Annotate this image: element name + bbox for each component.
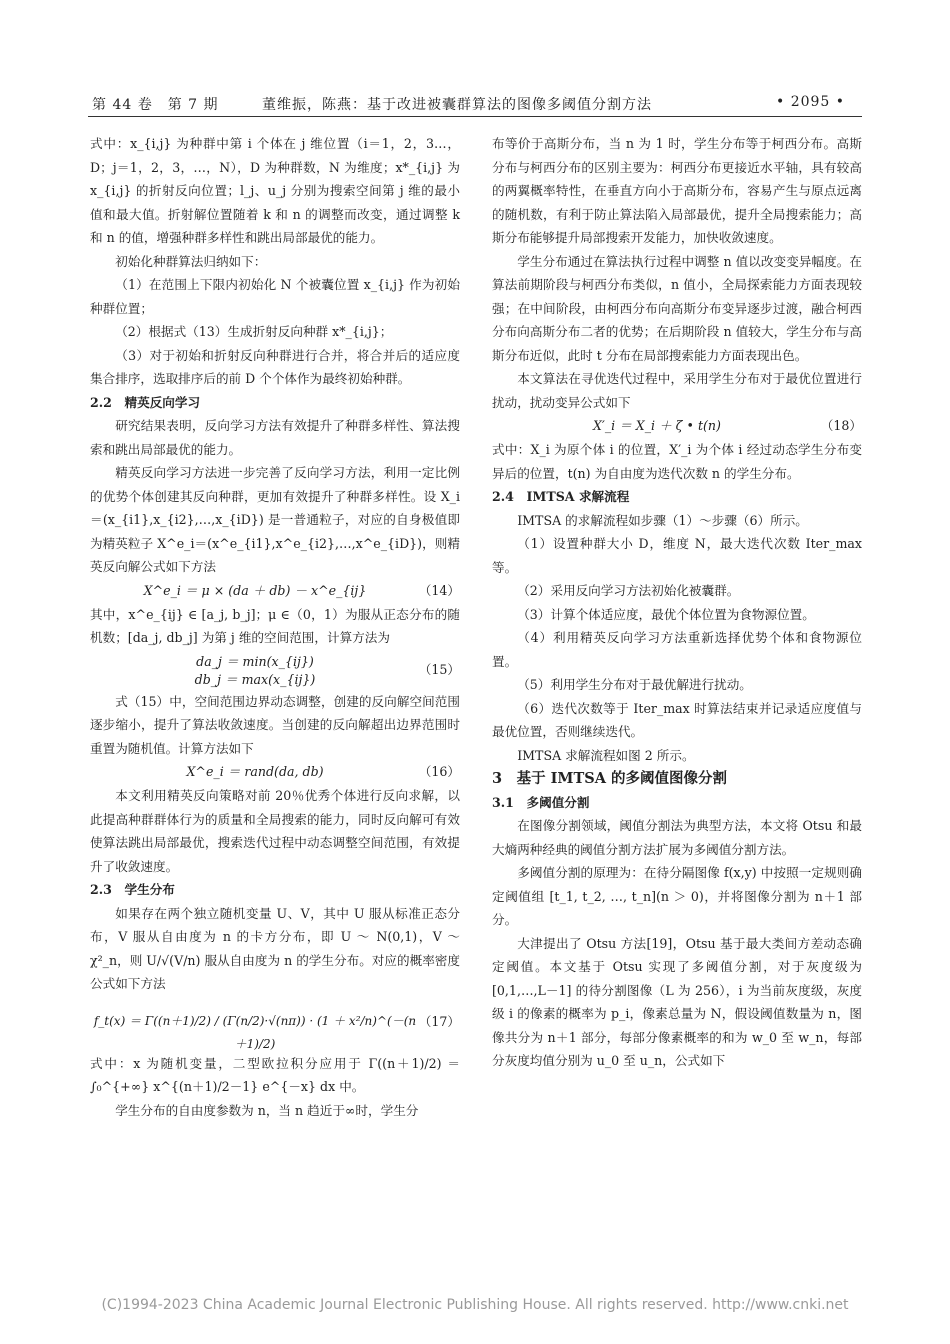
paragraph: 多阈值分割的原理为：在待分隔图像 f(x,y) 中按照一定规则确定阈值组 [t_1, t_2, …, t_n](n ＞ 0)，并将图像分割为 n＋1 部分。 xyxy=(492,865,862,927)
equation-number: （16） xyxy=(418,764,460,779)
equation-body: f_t(x) ＝ Γ((n＋1)/2) / (Γ(n/2)·√(nπ)) · (1 ＋ x²/n)^(－(n＋1)/2) xyxy=(93,1013,417,1051)
paragraph: 式（15）中，空间范围边界动态调整，创建的反向解空间范围逐步缩小，提升了算法收敛速度。当创建的反向解超出边界范围时重置为随机值。计算方法如下 xyxy=(90,693,460,756)
paragraph: 学生分布的自由度参数为 n，当 n 趋近于∞时，学生分 xyxy=(115,1102,419,1118)
header-rule xyxy=(88,116,862,117)
list-item: （3）计算个体适应度，最优个体位置为食物源位置。 xyxy=(517,606,815,622)
right-column xyxy=(492,132,862,1073)
paragraph: 精英反向学习方法进一步完善了反向学习方法，利用一定比例的优势个体创建其反向种群，更加有效提升了种群多样性。设 X_i＝(x_{i1},x_{i2},…,x_{iD}) 是一普通粒子，对应的自身极值即为精英粒子 X^e_i＝(x^e_{i1},x^e_{i2},…,x^e_{iD})，则精英反向解公式如下方法 xyxy=(90,465,460,574)
list-item: （1）在范围上下限内初始化 N 个被囊位置 x_{i,j} 作为初始种群位置； xyxy=(90,277,460,316)
paragraph: 式中：x_{i,j} 为种群中第 i 个体在 j 维位置（i＝1，2，3…，D；j＝1，2，3，…，N），D 为种群数，N 为维度；x*_{i,j} 为 x_{i,j} 的折射反向位置；l_j、u_j 分别为搜索空间第 j 维的最小值和最大值。折射解位置随着 k 和 n 的调整而改变，通过调整 k 和 n 的值，增强种群多样性和跳出局部最优的能力。 xyxy=(90,136,460,245)
list-item: （5）利用学生分布对于最优解进行扰动。 xyxy=(517,677,752,692)
paragraph: 式中：x 为随机变量，二型欧拉积分应用于 Γ((n＋1)/2) ＝ ∫₀^{+∞} x^{(n＋1)/2－1} e^{－x} dx 中。 xyxy=(90,1055,460,1094)
paragraph: 本文利用精英反向策略对前 20％优秀个体进行反向求解，以此提高种群群体行为的质量和全局搜索的能力，同时反向解可有效使算法跳出局部最优，搜索迭代过程中动态调整空间范围，有效提升了收敛速度。 xyxy=(90,788,460,874)
running-title: 董维振，陈燕：基于改进被囊群算法的图像多阈值分割方法 xyxy=(262,97,652,113)
section-heading-2-3: 2.3 学生分布 xyxy=(90,882,175,897)
equation-line: da_j ＝ min(x_{ij}) xyxy=(196,653,314,669)
equation-body: X^e_i ＝ rand(da, db) xyxy=(186,764,324,779)
list-item: （1）设置种群大小 D，维度 N，最大迭代次数 Iter_max 等。 xyxy=(492,536,862,575)
equation-body: X′_i ＝ X_i ＋ ζ • t(n) xyxy=(593,418,721,433)
paragraph: 大津提出了 Otsu 方法[19]，Otsu 基于最大类间方差动态确定阈值。本文基于 Otsu 实现了多阈值分割，对于灰度级为 [0,1,…,L－1] 的待分割图像（L 为 256），i 为当前灰度级，灰度级 i 的像素的概率为 p_i，像素总量为 N，假设阈值数量为 n，图像共分为 n＋1 部分，每部分像素概率的和为 w_0 至 w_n，每部分灰度均值分别为 u_0 至 u_n，公式如下 xyxy=(492,935,862,1068)
list-item: （2）根据式（13）生成折射反向种群 x*_{i,j}； xyxy=(115,324,393,339)
paragraph: 其中，x^e_{ij} ∈ [a_j, b_j]；μ ∈（0，1）为服从正态分布的随机数；[da_j, db_j] 为第 j 维的空间范围，计算方法为 xyxy=(90,606,460,645)
section-heading-2-2: 2.2 精英反向学习 xyxy=(90,394,201,410)
journal-issue: 第 44 卷 第 7 期 xyxy=(92,97,219,113)
list-item: （6）迭代次数等于 Iter_max 时算法结束并记录适应度值与最优位置，否则继续迭代。 xyxy=(492,700,862,739)
equation-line: db_j ＝ max(x_{ij}) xyxy=(194,671,316,687)
equation-number: （17） xyxy=(418,1013,460,1029)
list-item: （3）对于初始和折射反向种群进行合并，将合并后的适应度集合排序，选取排序后的前 D 个个体作为最终初始种群。 xyxy=(90,347,460,386)
section-heading-3: 3 基于 IMTSA 的多阈值图像分割 xyxy=(492,770,728,787)
paragraph: 在图像分割领域，阈值分割法为典型方法，本文将 Otsu 和最大熵两种经典的阈值分割方法扩展为多阈值分割方法。 xyxy=(492,818,862,857)
paragraph: 布等价于高斯分布，当 n 为 1 时，学生分布等于柯西分布。高斯分布与柯西分布的区别主要为：柯西分布更接近水平轴，具有较高的两翼概率特性，在垂直方向小于高斯分布，容易产生与原点远离的随机数，有利于防止算法陷入局部最优，提升全局搜索能力；高斯分布能够提升局部搜索开发能力，加快收敛速度。 xyxy=(492,136,862,245)
equation-number: （14） xyxy=(418,582,460,598)
equation-15 xyxy=(90,650,460,690)
copyright-footer: (C)1994-2023 China Academic Journal Electronic Publishing House. All rights reserved. http://www.cnki.net xyxy=(101,1297,849,1313)
paragraph: 式中：X_i 为原个体 i 的位置，X′_i 为个体 i 经过动态学生分布变异后的位置，t(n) 为自由度为迭代次数 n 的学生分布。 xyxy=(492,442,862,481)
section-heading-3-1: 3.1 多阈值分割 xyxy=(492,794,590,810)
equation-16 xyxy=(90,760,460,784)
section-heading-2-4: 2.4 IMTSA 求解流程 xyxy=(492,489,630,504)
equation-14 xyxy=(90,579,460,603)
equation-number: （18） xyxy=(820,418,862,433)
equation-number: （15） xyxy=(418,661,460,677)
paragraph: 初始化种群算法归纳如下： xyxy=(115,253,267,269)
paragraph: 研究结果表明，反向学习方法有效提升了种群多样性、算法搜索和跳出局部最优的能力。 xyxy=(90,418,460,457)
equation-18 xyxy=(492,414,862,438)
paragraph: 本文算法在寻优迭代过程中，采用学生分布对于最优位置进行扰动，扰动变异公式如下 xyxy=(492,371,862,410)
list-item: （4）利用精英反向学习方法重新选择优势个体和食物源位置。 xyxy=(492,630,862,669)
left-column xyxy=(90,132,460,1122)
equation-body: X^e_i ＝ μ × (da ＋ db) － x^e_{ij} xyxy=(143,582,367,598)
equation-17 xyxy=(90,996,460,1052)
paragraph: 学生分布通过在算法执行过程中调整 n 值以改变变异幅度。在算法前期阶段与柯西分布类似，n 值小，全局探索能力方面表现较强；在中间阶段，由柯西分布向高斯分布变异逐步过渡，融合柯西分布向高斯分布二者的优势；在后期阶段 n 值较大，学生分布与高斯分布近似，此时 t 分布在局部搜索能力方面表现出色。 xyxy=(492,253,862,363)
page-number: • 2095 • xyxy=(776,94,846,110)
paragraph: 如果存在两个独立随机变量 U、V，其中 U 服从标准正态分布，V 服从自由度为 n 的卡方分布，即 U ～ N(0,1)，V ～χ²_n，则 U/√(V/n) 服从自由度为 n 的学生分布。对应的概率密度公式如下方法 xyxy=(90,905,460,991)
list-item: （2）采用反向学习方法初始化被囊群。 xyxy=(517,583,740,598)
paragraph: IMTSA 的求解流程如步骤（1）～步骤（6）所示。 xyxy=(517,512,808,528)
paragraph: IMTSA 求解流程如图 2 所示。 xyxy=(517,747,695,763)
